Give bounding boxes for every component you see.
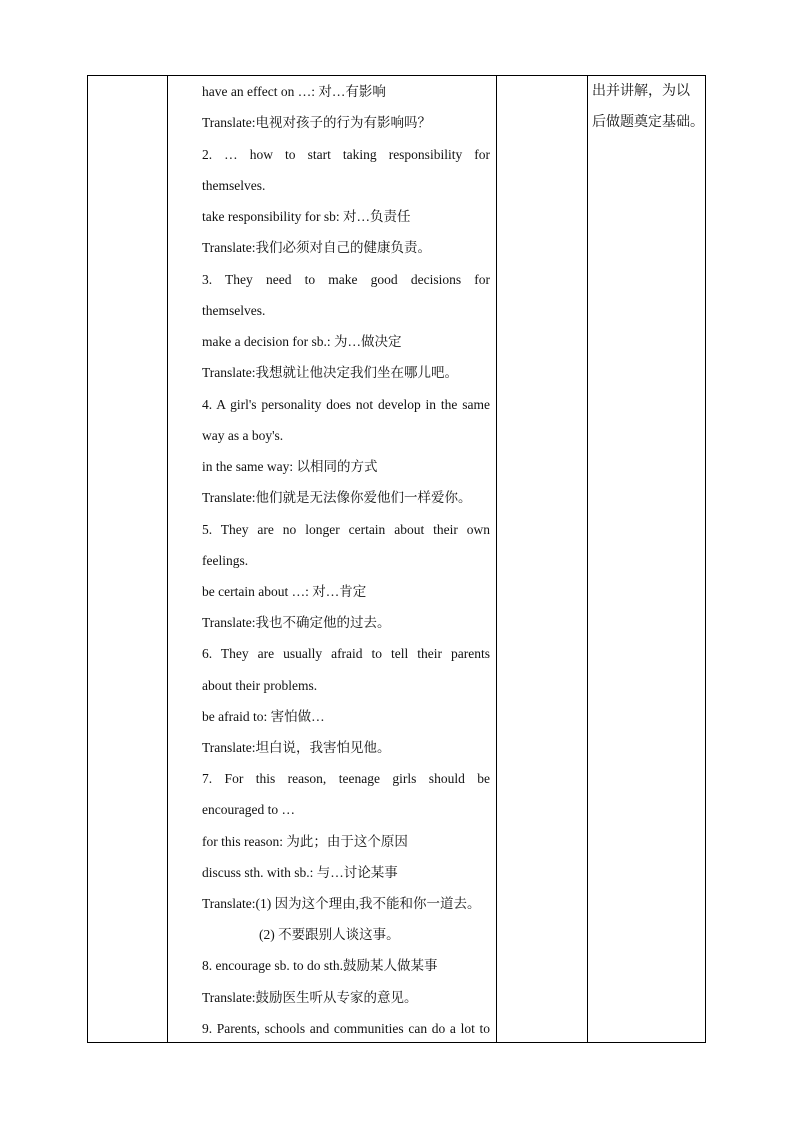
phrase-line: have an effect on …: 对…有影响 [202,84,386,99]
sentence-line: encouraged to … [202,802,295,817]
phrase-line: take responsibility for sb: 对…负责任 [202,209,411,224]
translate-exercise: Translate:他们就是无法像你爱他们一样爱你。 [202,490,472,505]
phrase-line: 8. encourage sb. to do sth.鼓励某人做某事 [202,958,438,973]
sentence-line: 7. For this reason, teenage girls should be [202,771,490,786]
translate-exercise: Translate:(1) 因为这个理由,我不能和你一道去。 [202,896,481,911]
note-line: 出并讲解，为以 [592,84,690,99]
translate-exercise: Translate:鼓励医生听从专家的意见。 [202,990,418,1005]
phrase-line: for this reason: 为此；由于这个原因 [202,834,408,849]
phrase-line: in the same way: 以相同的方式 [202,459,378,474]
phrase-line: make a decision for sb.: 为…做决定 [202,334,402,349]
translate-exercise: Translate:我想就让他决定我们坐在哪儿吧。 [202,365,458,380]
phrase-line: be certain about …: 对…肯定 [202,584,367,599]
translate-exercise: Translate:我也不确定他的过去。 [202,615,391,630]
sentence-line: 3. They need to make good decisions for [202,272,490,287]
sentence-line: 5. They are no longer certain about their own [202,522,490,537]
column-divider [587,76,588,1042]
sentence-line: 6. They are usually afraid to tell their parents [202,646,490,661]
design-intent-cell [592,76,704,1042]
sentence-line: 4. A girl's personality does not develop in the same [202,397,490,412]
phrase-line: discuss sth. with sb.: 与…讨论某事 [202,865,398,880]
sentence-line: 2. … how to start taking responsibility for [202,147,490,162]
phrase-line: be afraid to: 害怕做… [202,709,325,724]
sentence-line: feelings. [202,553,249,568]
sentence-line: about their problems. [202,678,318,693]
sentence-line: themselves. [202,178,266,193]
sentence-line: way as a boy's. [202,428,284,443]
translate-exercise: Translate:坦白说，我害怕见他。 [202,740,391,755]
translate-exercise: Translate:电视对孩子的行为有影响吗？ [202,115,431,130]
sentence-line: themselves. [202,303,266,318]
column-divider [496,76,497,1042]
lesson-table [87,75,706,1043]
note-line: 后做题奠定基础。 [592,115,704,130]
column-divider [167,76,168,1042]
sentence-line: 9. Parents, schools and communities can do a lot to [202,1021,490,1036]
teaching-content-cell [202,76,490,1042]
translate-exercise: (2) 不要跟别人谈这事。 [259,927,400,942]
translate-exercise: Translate:我们必须对自己的健康负责。 [202,240,431,255]
